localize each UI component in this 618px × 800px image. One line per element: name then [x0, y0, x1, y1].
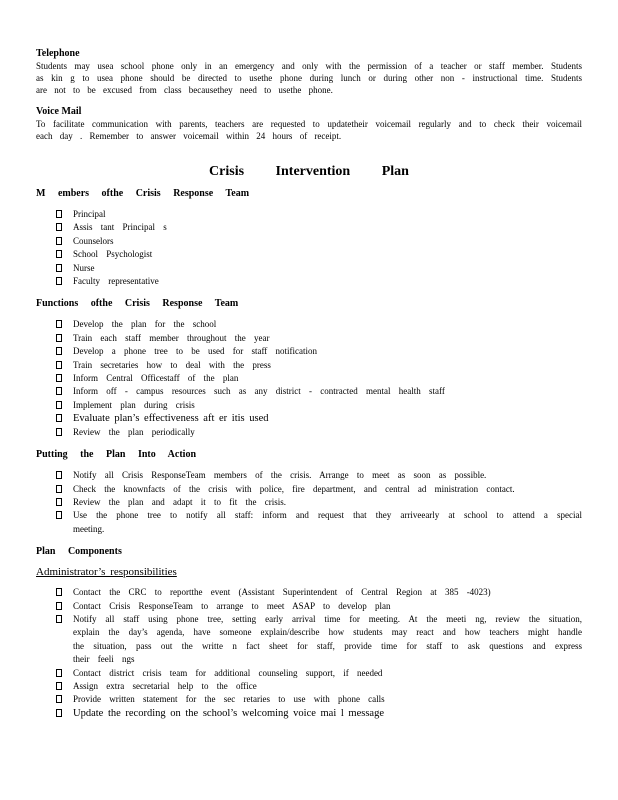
checkbox-icon — [56, 414, 62, 422]
list-item: Contact the CRC to reportthe event (Assistant Superintendent of Central Region at 385 -4023) — [56, 586, 582, 599]
plan-components-heading: Plan Components — [36, 546, 122, 558]
checkbox-icon — [56, 485, 62, 493]
list-item: Implement plan during crisis — [56, 399, 582, 412]
list-item: Review the plan and adapt it to fit the crisis. — [56, 496, 582, 509]
checkbox-icon — [56, 223, 62, 231]
checkbox-icon — [56, 602, 62, 610]
checkbox-icon — [56, 210, 62, 218]
list-item: Train secretaries how to deal with the press — [56, 359, 582, 372]
functions-list — [36, 318, 582, 439]
list-item: Develop the plan for the school — [56, 318, 582, 331]
checkbox-icon — [56, 511, 62, 519]
checkbox-icon — [56, 347, 62, 355]
list-item: Inform Central Officestaff of the plan — [56, 372, 582, 385]
list-item: Provide written statement for the sec retaries to use with phone calls — [56, 693, 582, 706]
checkbox-icon — [56, 401, 62, 409]
checkbox-icon — [56, 615, 62, 623]
checkbox-icon — [56, 588, 62, 596]
list-item: Contact district crisis team for additional counseling support, if needed — [56, 667, 582, 680]
list-item: Evaluate plan’s effectiveness aft er itis used — [56, 412, 582, 425]
administrator-responsibilities-heading: Administrator’s responsibilities — [36, 566, 177, 579]
list-item: Assis tant Principal s — [56, 221, 582, 234]
checkbox-icon — [56, 387, 62, 395]
checkbox-icon — [56, 250, 62, 258]
document-page — [36, 48, 582, 730]
checkbox-icon — [56, 682, 62, 690]
list-item: Develop a phone tree to be used for staff notification — [56, 345, 582, 358]
telephone-text: Students may usea school phone only in an emergency and only with the permission of a teacher or staff member. Students as kin g to usea phone should be directed to usethe phone during lunch or during other non - instructional time. Students are not to be excused from class becausethey need to usethe phone. — [36, 61, 582, 95]
list-item: Update the recording on the school’s welcoming voice mai l message — [56, 707, 582, 720]
checkbox-icon — [56, 428, 62, 436]
list-item: Train each staff member throughout the year — [56, 332, 582, 345]
list-item: Use the phone tree to notify all staff: inform and request that they arriveearly at school to attend a special meeting. — [56, 509, 582, 536]
checkbox-icon — [56, 471, 62, 479]
list-item: School Psychologist — [56, 248, 582, 261]
list-item: Nurse — [56, 262, 582, 275]
checkbox-icon — [56, 498, 62, 506]
members-list — [36, 208, 582, 288]
checkbox-icon — [56, 320, 62, 328]
voice-mail-section — [36, 106, 582, 142]
plan-title: Crisis Intervention Plan — [209, 164, 409, 179]
members-heading: M embers ofthe Crisis Response Team — [36, 188, 250, 199]
voice-mail-text: To facilitate communication with parents, teachers are requested to updatetheir voicemail regularly and to check their voicemail each day . Remember to answer voicemail within 24 hours of receipt. — [36, 119, 582, 141]
telephone-heading: Telephone — [36, 48, 80, 59]
list-item: Principal — [56, 208, 582, 221]
list-item: Contact Crisis ResponseTeam to arrange to meet ASAP to develop plan — [56, 600, 582, 613]
putting-heading: Putting the Plan Into Action — [36, 449, 197, 461]
checkbox-icon — [56, 264, 62, 272]
checkbox-icon — [56, 669, 62, 677]
list-item: Assign extra secretarial help to the office — [56, 680, 582, 693]
voice-mail-heading: Voice Mail — [36, 106, 82, 117]
list-item: Counselors — [56, 235, 582, 248]
checkbox-icon — [56, 361, 62, 369]
list-item: Inform off - campus resources such as any district - contracted mental health staff — [56, 385, 582, 398]
checkbox-icon — [56, 709, 62, 717]
telephone-section — [36, 48, 582, 96]
putting-list — [36, 469, 582, 536]
checkbox-icon — [56, 695, 62, 703]
checkbox-icon — [56, 277, 62, 285]
checkbox-icon — [56, 374, 62, 382]
list-item: Faculty representative — [56, 275, 582, 288]
checkbox-icon — [56, 334, 62, 342]
list-item: Check the knownfacts of the crisis with police, fire department, and central ad ministration contact. — [56, 483, 582, 496]
functions-heading: Functions ofthe Crisis Response Team — [36, 298, 239, 310]
administrator-list — [36, 586, 582, 720]
list-item: Review the plan periodically — [56, 426, 582, 439]
checkbox-icon — [56, 237, 62, 245]
list-item: Notify all Crisis ResponseTeam members of the crisis. Arrange to meet as soon as possible. — [56, 469, 582, 482]
list-item: Notify all staff using phone tree, setting early arrival time for meeting. At the meeti ng, review the situation, explain the day’s agenda, have someone explain/describe how students may react and how teachers might handle the situation, pass out the writte n fact sheet for staff, provide time for staff to ask questions and express their feeli ngs — [56, 613, 582, 667]
